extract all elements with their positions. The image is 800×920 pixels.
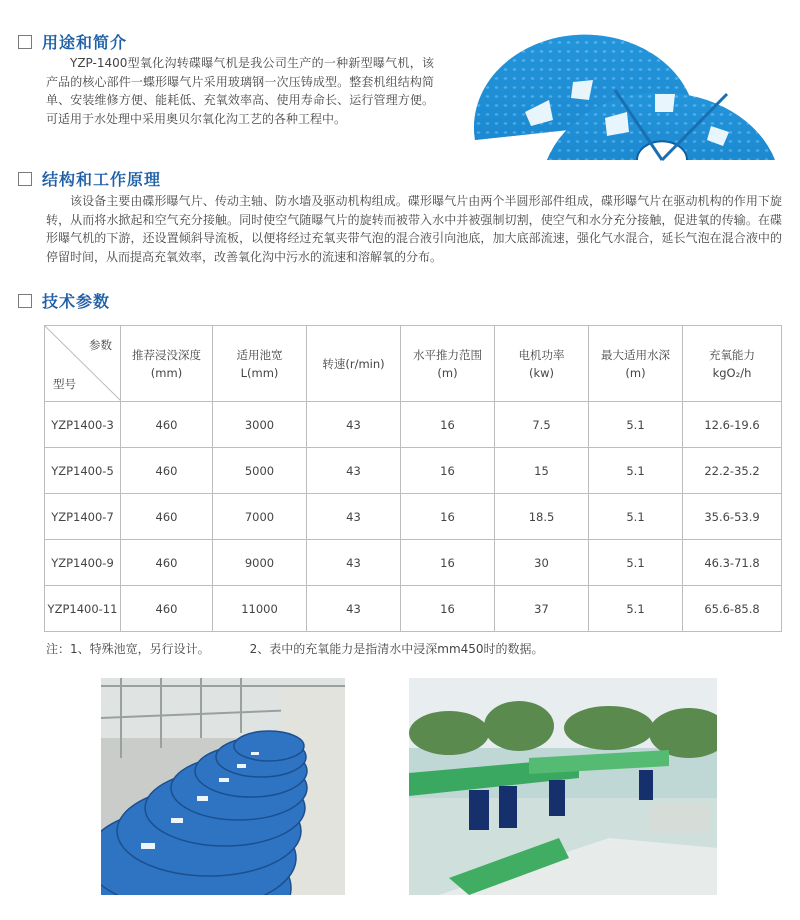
table-cell: 16 bbox=[401, 448, 495, 494]
table-cell: 5000 bbox=[213, 448, 307, 494]
table-cell: 5.1 bbox=[589, 448, 683, 494]
table-cell: 37 bbox=[495, 586, 589, 632]
column-header-line1: 适用池宽 bbox=[236, 347, 283, 362]
note-2: 2、表中的充氧能力是指清水中浸深mm450时的数据。 bbox=[249, 642, 544, 656]
corner-param-label: 参数 bbox=[89, 338, 112, 352]
spec-table bbox=[44, 325, 782, 632]
table-notes bbox=[46, 640, 544, 657]
column-header-line2: (mm) bbox=[150, 365, 183, 380]
column-header bbox=[401, 326, 495, 402]
section-structure-header bbox=[18, 167, 161, 190]
structure-paragraph bbox=[46, 192, 782, 266]
checkbox-icon bbox=[18, 294, 32, 308]
table-cell: 5.1 bbox=[589, 494, 683, 540]
structure-text: 该设备主要由碟形曝气片、传动主轴、防水墙及驱动机构组成。碟形曝气片由两个半圆形部件组成，碟形曝气片在驱动机构的作用下旋转，从而将水掀起和空气充分接触。同时使空气随曝气片的旋转而被带入水中并被强制切割，使空气和水分充分接触，促进氧的传输。在碟形曝气机的下游，还设置倾斜导流板，以便将经过充氧夹带气泡的混合液引向池底，加大底部流速，强化气水混合，延长气泡在混合液中的停留时间，从而提高充氧效率，改善氧化沟中污水的流速和溶解氧的分布。 bbox=[46, 194, 782, 264]
table-cell: 18.5 bbox=[495, 494, 589, 540]
column-header-line1: 转速(r/min) bbox=[322, 356, 385, 371]
section-specs-header bbox=[18, 289, 110, 312]
column-header-line2: (m) bbox=[437, 365, 458, 380]
section-title-intro: 用途和简介 bbox=[42, 33, 128, 52]
table-cell: 16 bbox=[401, 586, 495, 632]
column-header-line1: 电机功率 bbox=[518, 347, 565, 362]
section-intro-header bbox=[18, 30, 127, 53]
table-cell: 16 bbox=[401, 494, 495, 540]
table-cell: 460 bbox=[121, 448, 213, 494]
table-cell: 9000 bbox=[213, 540, 307, 586]
intro-text: YZP-1400型氧化沟转碟曝气机是我公司生产的一种新型曝气机，该产品的核心部件一蝶形曝气片采用玻璃钢一次压铸成型。整套机组结构简单、安装维修方便、能耗低、充氧效率高、使用寿命长、运行管理方便。可适用于水处理中采用奥贝尔氧化沟工艺的各种工程中。 bbox=[46, 56, 434, 126]
table-cell: 460 bbox=[121, 540, 213, 586]
column-header-line2: (kw) bbox=[528, 365, 555, 380]
table-cell: 43 bbox=[307, 494, 401, 540]
table-cell: 7.5 bbox=[495, 402, 589, 448]
column-header-line2: L(mm) bbox=[240, 365, 279, 380]
table-cell: 16 bbox=[401, 540, 495, 586]
column-header bbox=[495, 326, 589, 402]
table-cell: 11000 bbox=[213, 586, 307, 632]
table-cell: 12.6-19.6 bbox=[683, 402, 782, 448]
column-header bbox=[121, 326, 213, 402]
table-header-row bbox=[45, 326, 782, 402]
model-cell: YZP1400-5 bbox=[45, 448, 121, 494]
table-cell: 15 bbox=[495, 448, 589, 494]
photo-aerator-installation-green bbox=[409, 678, 717, 895]
table-cell: 43 bbox=[307, 540, 401, 586]
table-corner-cell bbox=[45, 326, 121, 402]
table-row bbox=[45, 402, 782, 448]
column-header bbox=[213, 326, 307, 402]
table-row bbox=[45, 540, 782, 586]
column-header-line2: (m) bbox=[625, 365, 646, 380]
table-cell: 46.3-71.8 bbox=[683, 540, 782, 586]
checkbox-icon bbox=[18, 172, 32, 186]
aerator-disc-illustration bbox=[465, 20, 785, 180]
table-cell: 460 bbox=[121, 586, 213, 632]
table-cell: 35.6-53.9 bbox=[683, 494, 782, 540]
column-header bbox=[683, 326, 782, 402]
table-row bbox=[45, 494, 782, 540]
table-cell: 460 bbox=[121, 494, 213, 540]
column-header bbox=[307, 326, 401, 402]
note-1: 注：1、特殊池宽，另行设计。 bbox=[46, 642, 210, 656]
table-cell: 43 bbox=[307, 448, 401, 494]
table-row bbox=[45, 448, 782, 494]
column-header bbox=[589, 326, 683, 402]
photo-2-image bbox=[409, 678, 717, 895]
section-title-structure: 结构和工作原理 bbox=[42, 170, 162, 189]
table-cell: 3000 bbox=[213, 402, 307, 448]
table-row bbox=[45, 586, 782, 632]
column-header-line1: 水平推力范围 bbox=[413, 347, 482, 362]
model-cell: YZP1400-3 bbox=[45, 402, 121, 448]
checkbox-icon bbox=[18, 35, 32, 49]
column-header-line2: kgO₂/h bbox=[712, 365, 752, 380]
section-title-specs: 技术参数 bbox=[42, 292, 111, 311]
model-cell: YZP1400-7 bbox=[45, 494, 121, 540]
column-header-line1: 最大适用水深 bbox=[601, 347, 670, 362]
table-cell: 22.2-35.2 bbox=[683, 448, 782, 494]
photo-aerator-discs-blue bbox=[101, 678, 345, 895]
intro-paragraph bbox=[46, 54, 434, 128]
corner-model-label: 型号 bbox=[53, 377, 76, 391]
table-cell: 43 bbox=[307, 402, 401, 448]
table-cell: 7000 bbox=[213, 494, 307, 540]
table-cell: 16 bbox=[401, 402, 495, 448]
column-header-line1: 推荐浸没深度 bbox=[132, 347, 201, 362]
table-cell: 5.1 bbox=[589, 402, 683, 448]
table-cell: 5.1 bbox=[589, 540, 683, 586]
table-cell: 65.6-85.8 bbox=[683, 586, 782, 632]
table-cell: 5.1 bbox=[589, 586, 683, 632]
model-cell: YZP1400-9 bbox=[45, 540, 121, 586]
table-cell: 43 bbox=[307, 586, 401, 632]
table-cell: 30 bbox=[495, 540, 589, 586]
table-cell: 460 bbox=[121, 402, 213, 448]
photo-1-image bbox=[101, 678, 345, 895]
model-cell: YZP1400-11 bbox=[45, 586, 121, 632]
column-header-line1: 充氧能力 bbox=[709, 347, 755, 362]
